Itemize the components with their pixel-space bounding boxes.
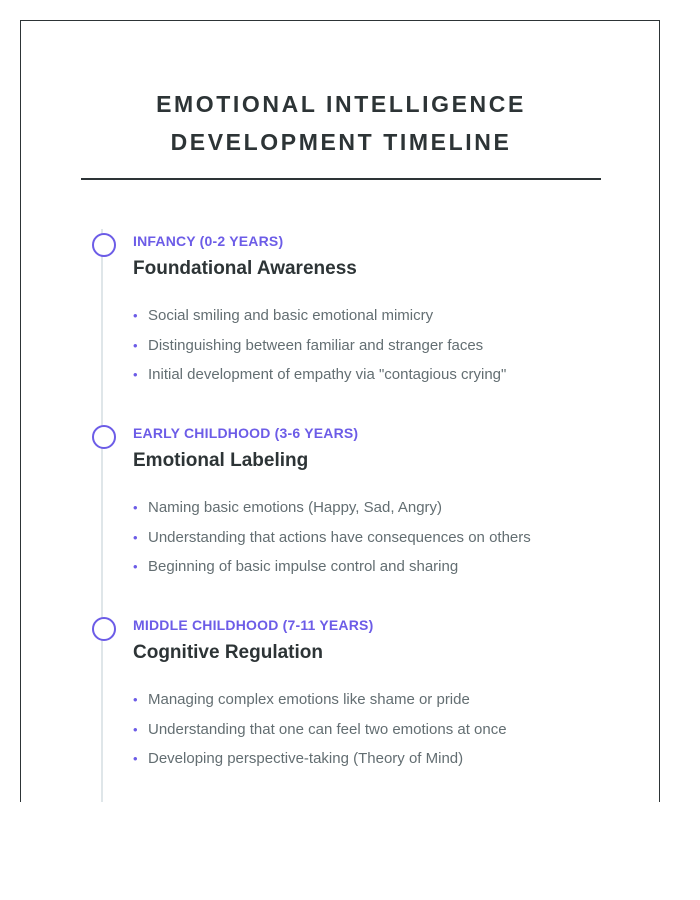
list-item <box>133 744 507 774</box>
list-item <box>133 301 506 331</box>
milestone-text: Distinguishing between familiar and stranger faces <box>148 336 484 354</box>
stage-title: Emotional Labeling <box>133 450 309 471</box>
bullet-icon: • <box>133 337 138 353</box>
milestone-text: Initial development of empathy via "contagious crying" <box>148 366 507 383</box>
timeline-node-circle-icon <box>92 233 116 257</box>
stage-age-label: EARLY CHILDHOOD (3-6 YEARS) <box>133 425 359 441</box>
timeline-node-circle-icon <box>92 425 116 449</box>
milestone-text: Understanding that actions have consequences on others <box>148 528 531 546</box>
stage-milestone-list <box>133 685 507 774</box>
list-item <box>133 331 506 361</box>
stage-age-label: INFANCY (0-2 YEARS) <box>133 233 284 249</box>
bullet-icon: • <box>133 308 138 323</box>
list-item <box>133 360 506 390</box>
milestone-text: Naming basic emotions (Happy, Sad, Angry) <box>148 499 443 516</box>
list-item <box>133 493 531 523</box>
list-item <box>133 685 507 715</box>
timeline-card <box>20 20 660 802</box>
stage-milestone-list <box>133 493 531 582</box>
milestone-text: Understanding that one can feel two emotions at once <box>148 720 507 738</box>
page-title <box>21 85 660 161</box>
page-title-line-1: EMOTIONAL INTELLIGENCE <box>156 91 526 117</box>
bullet-icon: • <box>133 559 138 574</box>
milestone-text: Managing complex emotions like shame or pride <box>148 691 470 708</box>
list-item <box>133 552 531 582</box>
bullet-icon: • <box>133 721 138 737</box>
timeline-line <box>101 229 103 802</box>
milestone-text: Social smiling and basic emotional mimicry <box>148 307 434 324</box>
milestone-text: Beginning of basic impulse control and sharing <box>148 558 459 575</box>
stage-age-label: MIDDLE CHILDHOOD (7-11 YEARS) <box>133 617 374 633</box>
list-item <box>133 715 507 745</box>
page-title-line-2: DEVELOPMENT TIMELINE <box>170 129 512 155</box>
timeline-node-circle-icon <box>92 617 116 641</box>
stage-milestone-list <box>133 301 506 390</box>
stage-title: Foundational Awareness <box>133 258 357 279</box>
stage-title: Cognitive Regulation <box>133 642 323 663</box>
bullet-icon: • <box>133 751 138 766</box>
bullet-icon: • <box>133 692 138 707</box>
bullet-icon: • <box>133 529 138 545</box>
bullet-icon: • <box>133 367 138 382</box>
milestone-text: Developing perspective-taking (Theory of Mind) <box>148 750 464 767</box>
title-divider <box>81 178 601 180</box>
bullet-icon: • <box>133 500 138 515</box>
list-item <box>133 523 531 553</box>
